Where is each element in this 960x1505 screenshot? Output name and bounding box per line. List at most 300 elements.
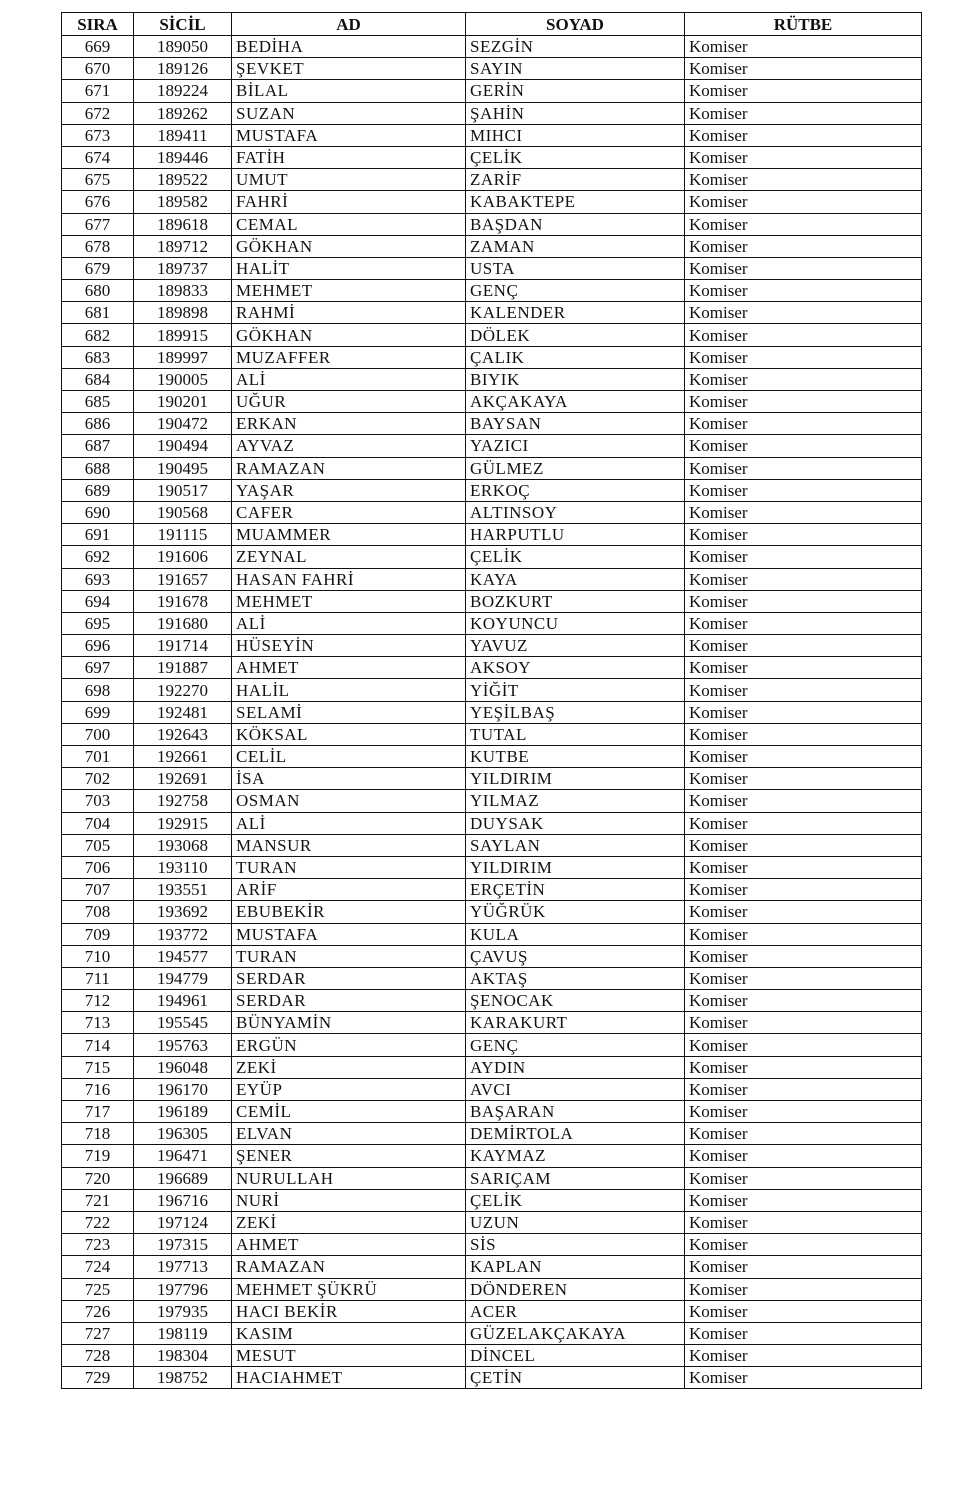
cell-sicil: 189126 — [134, 58, 232, 80]
cell-sira: 703 — [62, 790, 134, 812]
table-row — [62, 1012, 922, 1034]
cell-rutbe: Komiser — [685, 1012, 922, 1034]
cell-sicil: 189224 — [134, 80, 232, 102]
cell-ad: CAFER — [232, 501, 466, 523]
cell-ad: ARİF — [232, 879, 466, 901]
cell-ad: MUZAFFER — [232, 346, 466, 368]
table-row — [62, 435, 922, 457]
cell-rutbe: Komiser — [685, 479, 922, 501]
cell-ad: ŞENER — [232, 1145, 466, 1167]
table-row — [62, 657, 922, 679]
table-row — [62, 945, 922, 967]
table-row — [62, 280, 922, 302]
table-row — [62, 1056, 922, 1078]
table-row — [62, 1034, 922, 1056]
cell-sira: 724 — [62, 1256, 134, 1278]
cell-sira: 688 — [62, 457, 134, 479]
table-row — [62, 302, 922, 324]
cell-rutbe: Komiser — [685, 391, 922, 413]
cell-rutbe: Komiser — [685, 834, 922, 856]
cell-soyad: SİS — [466, 1234, 685, 1256]
cell-soyad: KAYMAZ — [466, 1145, 685, 1167]
cell-sicil: 197796 — [134, 1278, 232, 1300]
cell-ad: CEMİL — [232, 1101, 466, 1123]
cell-ad: EYÜP — [232, 1078, 466, 1100]
cell-ad: MESUT — [232, 1345, 466, 1367]
cell-rutbe: Komiser — [685, 501, 922, 523]
table-row — [62, 257, 922, 279]
cell-soyad: YILMAZ — [466, 790, 685, 812]
cell-soyad: BAŞARAN — [466, 1101, 685, 1123]
cell-sicil: 196048 — [134, 1056, 232, 1078]
cell-sicil: 190472 — [134, 413, 232, 435]
cell-sicil: 189915 — [134, 324, 232, 346]
cell-soyad: AKSOY — [466, 657, 685, 679]
cell-sicil: 189618 — [134, 213, 232, 235]
cell-soyad: BIYIK — [466, 368, 685, 390]
cell-sicil: 193068 — [134, 834, 232, 856]
cell-rutbe: Komiser — [685, 1278, 922, 1300]
cell-rutbe: Komiser — [685, 1234, 922, 1256]
cell-ad: KÖKSAL — [232, 723, 466, 745]
table-row — [62, 1367, 922, 1389]
cell-ad: HALİL — [232, 679, 466, 701]
cell-sira: 711 — [62, 967, 134, 989]
cell-soyad: GÜZELAKÇAKAYA — [466, 1322, 685, 1344]
cell-sira: 719 — [62, 1145, 134, 1167]
cell-sira: 721 — [62, 1189, 134, 1211]
cell-sicil: 190517 — [134, 479, 232, 501]
table-row — [62, 590, 922, 612]
cell-sicil: 189833 — [134, 280, 232, 302]
table-row — [62, 1078, 922, 1100]
table-row — [62, 923, 922, 945]
cell-rutbe: Komiser — [685, 1078, 922, 1100]
cell-ad: AYVAZ — [232, 435, 466, 457]
table-row — [62, 568, 922, 590]
table-row — [62, 457, 922, 479]
cell-rutbe: Komiser — [685, 568, 922, 590]
cell-ad: NURİ — [232, 1189, 466, 1211]
cell-rutbe: Komiser — [685, 146, 922, 168]
cell-soyad: DÖNDEREN — [466, 1278, 685, 1300]
cell-sicil: 192691 — [134, 768, 232, 790]
cell-sira: 693 — [62, 568, 134, 590]
table-row — [62, 1189, 922, 1211]
cell-sira: 705 — [62, 834, 134, 856]
table-row — [62, 1278, 922, 1300]
cell-rutbe: Komiser — [685, 812, 922, 834]
table-row — [62, 391, 922, 413]
cell-ad: HASAN FAHRİ — [232, 568, 466, 590]
cell-ad: MUSTAFA — [232, 923, 466, 945]
cell-rutbe: Komiser — [685, 58, 922, 80]
cell-ad: CEMAL — [232, 213, 466, 235]
header-rutbe: RÜTBE — [685, 13, 922, 36]
cell-soyad: UZUN — [466, 1211, 685, 1233]
cell-sicil: 193110 — [134, 856, 232, 878]
table-row — [62, 768, 922, 790]
table-row — [62, 80, 922, 102]
cell-rutbe: Komiser — [685, 36, 922, 58]
cell-ad: BEDİHA — [232, 36, 466, 58]
cell-soyad: GERİN — [466, 80, 685, 102]
cell-ad: KASIM — [232, 1322, 466, 1344]
cell-rutbe: Komiser — [685, 1322, 922, 1344]
cell-sicil: 191115 — [134, 524, 232, 546]
table-row — [62, 146, 922, 168]
cell-rutbe: Komiser — [685, 1056, 922, 1078]
cell-sira: 707 — [62, 879, 134, 901]
cell-sira: 709 — [62, 923, 134, 945]
cell-soyad: GÜLMEZ — [466, 457, 685, 479]
cell-ad: AHMET — [232, 657, 466, 679]
cell-ad: BÜNYAMİN — [232, 1012, 466, 1034]
table-row — [62, 679, 922, 701]
cell-sira: 678 — [62, 235, 134, 257]
cell-ad: ELVAN — [232, 1123, 466, 1145]
cell-soyad: SARIÇAM — [466, 1167, 685, 1189]
cell-sicil: 189737 — [134, 257, 232, 279]
cell-rutbe: Komiser — [685, 746, 922, 768]
cell-rutbe: Komiser — [685, 346, 922, 368]
cell-soyad: TUTAL — [466, 723, 685, 745]
cell-sicil: 192643 — [134, 723, 232, 745]
table-row — [62, 1234, 922, 1256]
cell-sira: 717 — [62, 1101, 134, 1123]
cell-ad: HALİT — [232, 257, 466, 279]
cell-sicil: 191606 — [134, 546, 232, 568]
cell-sicil: 191714 — [134, 635, 232, 657]
table-row — [62, 967, 922, 989]
cell-sicil: 191887 — [134, 657, 232, 679]
cell-rutbe: Komiser — [685, 235, 922, 257]
cell-sicil: 193692 — [134, 901, 232, 923]
table-row — [62, 723, 922, 745]
cell-sira: 700 — [62, 723, 134, 745]
cell-sicil: 192758 — [134, 790, 232, 812]
cell-rutbe: Komiser — [685, 635, 922, 657]
cell-sira: 679 — [62, 257, 134, 279]
cell-ad: GÖKHAN — [232, 324, 466, 346]
cell-sira: 696 — [62, 635, 134, 657]
cell-sicil: 190495 — [134, 457, 232, 479]
cell-rutbe: Komiser — [685, 1123, 922, 1145]
cell-sira: 681 — [62, 302, 134, 324]
cell-rutbe: Komiser — [685, 1101, 922, 1123]
cell-soyad: GENÇ — [466, 280, 685, 302]
cell-rutbe: Komiser — [685, 612, 922, 634]
header-ad: AD — [232, 13, 466, 36]
cell-sira: 723 — [62, 1234, 134, 1256]
cell-rutbe: Komiser — [685, 1211, 922, 1233]
cell-ad: MUSTAFA — [232, 124, 466, 146]
cell-ad: RAMAZAN — [232, 457, 466, 479]
cell-ad: OSMAN — [232, 790, 466, 812]
cell-sira: 690 — [62, 501, 134, 523]
cell-sicil: 197124 — [134, 1211, 232, 1233]
cell-rutbe: Komiser — [685, 945, 922, 967]
cell-rutbe: Komiser — [685, 657, 922, 679]
cell-sicil: 196689 — [134, 1167, 232, 1189]
cell-sira: 726 — [62, 1300, 134, 1322]
cell-soyad: ÇELİK — [466, 146, 685, 168]
table-row — [62, 1322, 922, 1344]
table-row — [62, 612, 922, 634]
cell-sicil: 189411 — [134, 124, 232, 146]
cell-sira: 699 — [62, 701, 134, 723]
cell-sicil: 198119 — [134, 1322, 232, 1344]
cell-ad: SERDAR — [232, 990, 466, 1012]
cell-ad: EBUBEKİR — [232, 901, 466, 923]
cell-ad: ZEYNAL — [232, 546, 466, 568]
cell-soyad: ŞAHİN — [466, 102, 685, 124]
cell-sira: 710 — [62, 945, 134, 967]
cell-sicil: 195545 — [134, 1012, 232, 1034]
table-row — [62, 213, 922, 235]
cell-sira: 687 — [62, 435, 134, 457]
cell-sira: 692 — [62, 546, 134, 568]
cell-soyad: SAYIN — [466, 58, 685, 80]
cell-soyad: DÖLEK — [466, 324, 685, 346]
cell-soyad: KALENDER — [466, 302, 685, 324]
cell-ad: ERKAN — [232, 413, 466, 435]
cell-rutbe: Komiser — [685, 213, 922, 235]
table-row — [62, 1256, 922, 1278]
cell-sicil: 189522 — [134, 169, 232, 191]
cell-soyad: YEŞİLBAŞ — [466, 701, 685, 723]
cell-sira: 673 — [62, 124, 134, 146]
cell-sira: 715 — [62, 1056, 134, 1078]
cell-soyad: DEMİRTOLA — [466, 1123, 685, 1145]
cell-sira: 691 — [62, 524, 134, 546]
cell-sira: 708 — [62, 901, 134, 923]
cell-soyad: ÇELİK — [466, 546, 685, 568]
cell-sicil: 189898 — [134, 302, 232, 324]
table-row — [62, 58, 922, 80]
table-row — [62, 191, 922, 213]
cell-ad: RAHMİ — [232, 302, 466, 324]
cell-ad: ERGÜN — [232, 1034, 466, 1056]
table-row — [62, 746, 922, 768]
cell-sicil: 195763 — [134, 1034, 232, 1056]
table-row — [62, 124, 922, 146]
cell-ad: SUZAN — [232, 102, 466, 124]
cell-rutbe: Komiser — [685, 901, 922, 923]
cell-rutbe: Komiser — [685, 524, 922, 546]
cell-soyad: HARPUTLU — [466, 524, 685, 546]
cell-sicil: 190568 — [134, 501, 232, 523]
cell-rutbe: Komiser — [685, 1034, 922, 1056]
cell-rutbe: Komiser — [685, 435, 922, 457]
cell-soyad: BAŞDAN — [466, 213, 685, 235]
cell-sicil: 198752 — [134, 1367, 232, 1389]
cell-ad: GÖKHAN — [232, 235, 466, 257]
cell-sicil: 194577 — [134, 945, 232, 967]
cell-sira: 701 — [62, 746, 134, 768]
cell-soyad: YAVUZ — [466, 635, 685, 657]
cell-sicil: 189262 — [134, 102, 232, 124]
table-row — [62, 1211, 922, 1233]
cell-rutbe: Komiser — [685, 546, 922, 568]
cell-ad: HACIAHMET — [232, 1367, 466, 1389]
cell-soyad: ERKOÇ — [466, 479, 685, 501]
table-row — [62, 501, 922, 523]
cell-sicil: 194961 — [134, 990, 232, 1012]
table-row — [62, 701, 922, 723]
cell-ad: SERDAR — [232, 967, 466, 989]
cell-ad: ZEKİ — [232, 1211, 466, 1233]
cell-soyad: ZARİF — [466, 169, 685, 191]
cell-sicil: 190005 — [134, 368, 232, 390]
cell-rutbe: Komiser — [685, 1145, 922, 1167]
cell-sira: 728 — [62, 1345, 134, 1367]
table-row — [62, 169, 922, 191]
cell-sicil: 193551 — [134, 879, 232, 901]
cell-ad: MUAMMER — [232, 524, 466, 546]
cell-rutbe: Komiser — [685, 1367, 922, 1389]
table-row — [62, 790, 922, 812]
cell-rutbe: Komiser — [685, 879, 922, 901]
cell-soyad: ACER — [466, 1300, 685, 1322]
cell-ad: ALİ — [232, 612, 466, 634]
cell-soyad: AKÇAKAYA — [466, 391, 685, 413]
cell-sicil: 191657 — [134, 568, 232, 590]
cell-sira: 706 — [62, 856, 134, 878]
cell-sicil: 192915 — [134, 812, 232, 834]
cell-rutbe: Komiser — [685, 768, 922, 790]
cell-sicil: 193772 — [134, 923, 232, 945]
cell-sicil: 196305 — [134, 1123, 232, 1145]
table-row — [62, 102, 922, 124]
cell-ad: NURULLAH — [232, 1167, 466, 1189]
table-row — [62, 524, 922, 546]
cell-soyad: YAZICI — [466, 435, 685, 457]
cell-sira: 670 — [62, 58, 134, 80]
cell-sira: 722 — [62, 1211, 134, 1233]
table-row — [62, 346, 922, 368]
table-row — [62, 1345, 922, 1367]
table-row — [62, 879, 922, 901]
cell-sicil: 192661 — [134, 746, 232, 768]
cell-sicil: 191678 — [134, 590, 232, 612]
table-row — [62, 36, 922, 58]
table-row — [62, 368, 922, 390]
cell-ad: SELAMİ — [232, 701, 466, 723]
cell-ad: ALİ — [232, 368, 466, 390]
cell-soyad: SEZGİN — [466, 36, 685, 58]
cell-sira: 695 — [62, 612, 134, 634]
cell-ad: UĞUR — [232, 391, 466, 413]
cell-rutbe: Komiser — [685, 1167, 922, 1189]
cell-sira: 729 — [62, 1367, 134, 1389]
cell-soyad: ŞENOCAK — [466, 990, 685, 1012]
cell-soyad: BOZKURT — [466, 590, 685, 612]
personnel-table — [61, 12, 922, 1389]
cell-sicil: 190201 — [134, 391, 232, 413]
cell-soyad: DUYSAK — [466, 812, 685, 834]
cell-soyad: ZAMAN — [466, 235, 685, 257]
table-row — [62, 479, 922, 501]
cell-soyad: KOYUNCU — [466, 612, 685, 634]
cell-soyad: MIHCI — [466, 124, 685, 146]
cell-ad: MEHMET — [232, 590, 466, 612]
cell-sicil: 194779 — [134, 967, 232, 989]
table-row — [62, 546, 922, 568]
cell-sira: 727 — [62, 1322, 134, 1344]
cell-sicil: 189446 — [134, 146, 232, 168]
cell-soyad: USTA — [466, 257, 685, 279]
cell-soyad: YÜĞRÜK — [466, 901, 685, 923]
cell-rutbe: Komiser — [685, 1300, 922, 1322]
table-body — [62, 36, 922, 1389]
header-row — [62, 13, 922, 36]
cell-sira: 676 — [62, 191, 134, 213]
cell-rutbe: Komiser — [685, 80, 922, 102]
table-row — [62, 901, 922, 923]
table-row — [62, 1123, 922, 1145]
cell-rutbe: Komiser — [685, 856, 922, 878]
table-row — [62, 1300, 922, 1322]
cell-soyad: GENÇ — [466, 1034, 685, 1056]
cell-soyad: DİNCEL — [466, 1345, 685, 1367]
cell-soyad: ÇETİN — [466, 1367, 685, 1389]
cell-rutbe: Komiser — [685, 967, 922, 989]
cell-rutbe: Komiser — [685, 990, 922, 1012]
cell-ad: YAŞAR — [232, 479, 466, 501]
cell-sira: 689 — [62, 479, 134, 501]
cell-rutbe: Komiser — [685, 191, 922, 213]
cell-soyad: YİĞİT — [466, 679, 685, 701]
cell-rutbe: Komiser — [685, 413, 922, 435]
cell-sicil: 196170 — [134, 1078, 232, 1100]
cell-sicil: 198304 — [134, 1345, 232, 1367]
cell-ad: MEHMET — [232, 280, 466, 302]
cell-ad: ŞEVKET — [232, 58, 466, 80]
cell-sira: 675 — [62, 169, 134, 191]
cell-rutbe: Komiser — [685, 302, 922, 324]
cell-rutbe: Komiser — [685, 102, 922, 124]
cell-soyad: AKTAŞ — [466, 967, 685, 989]
cell-soyad: YILDIRIM — [466, 856, 685, 878]
cell-soyad: ERÇETİN — [466, 879, 685, 901]
cell-rutbe: Komiser — [685, 280, 922, 302]
cell-sira: 674 — [62, 146, 134, 168]
cell-ad: HACI BEKİR — [232, 1300, 466, 1322]
cell-ad: İSA — [232, 768, 466, 790]
cell-sira: 716 — [62, 1078, 134, 1100]
cell-ad: MANSUR — [232, 834, 466, 856]
cell-sira: 686 — [62, 413, 134, 435]
table-row — [62, 856, 922, 878]
cell-rutbe: Komiser — [685, 679, 922, 701]
cell-sicil: 191680 — [134, 612, 232, 634]
cell-rutbe: Komiser — [685, 723, 922, 745]
cell-sicil: 197315 — [134, 1234, 232, 1256]
cell-sira: 685 — [62, 391, 134, 413]
header-soyad: SOYAD — [466, 13, 685, 36]
cell-sira: 682 — [62, 324, 134, 346]
cell-soyad: ÇALIK — [466, 346, 685, 368]
table-row — [62, 413, 922, 435]
cell-rutbe: Komiser — [685, 923, 922, 945]
cell-sira: 702 — [62, 768, 134, 790]
cell-ad: MEHMET ŞÜKRÜ — [232, 1278, 466, 1300]
cell-sicil: 197935 — [134, 1300, 232, 1322]
cell-sira: 680 — [62, 280, 134, 302]
cell-soyad: KABAKTEPE — [466, 191, 685, 213]
cell-sira: 704 — [62, 812, 134, 834]
